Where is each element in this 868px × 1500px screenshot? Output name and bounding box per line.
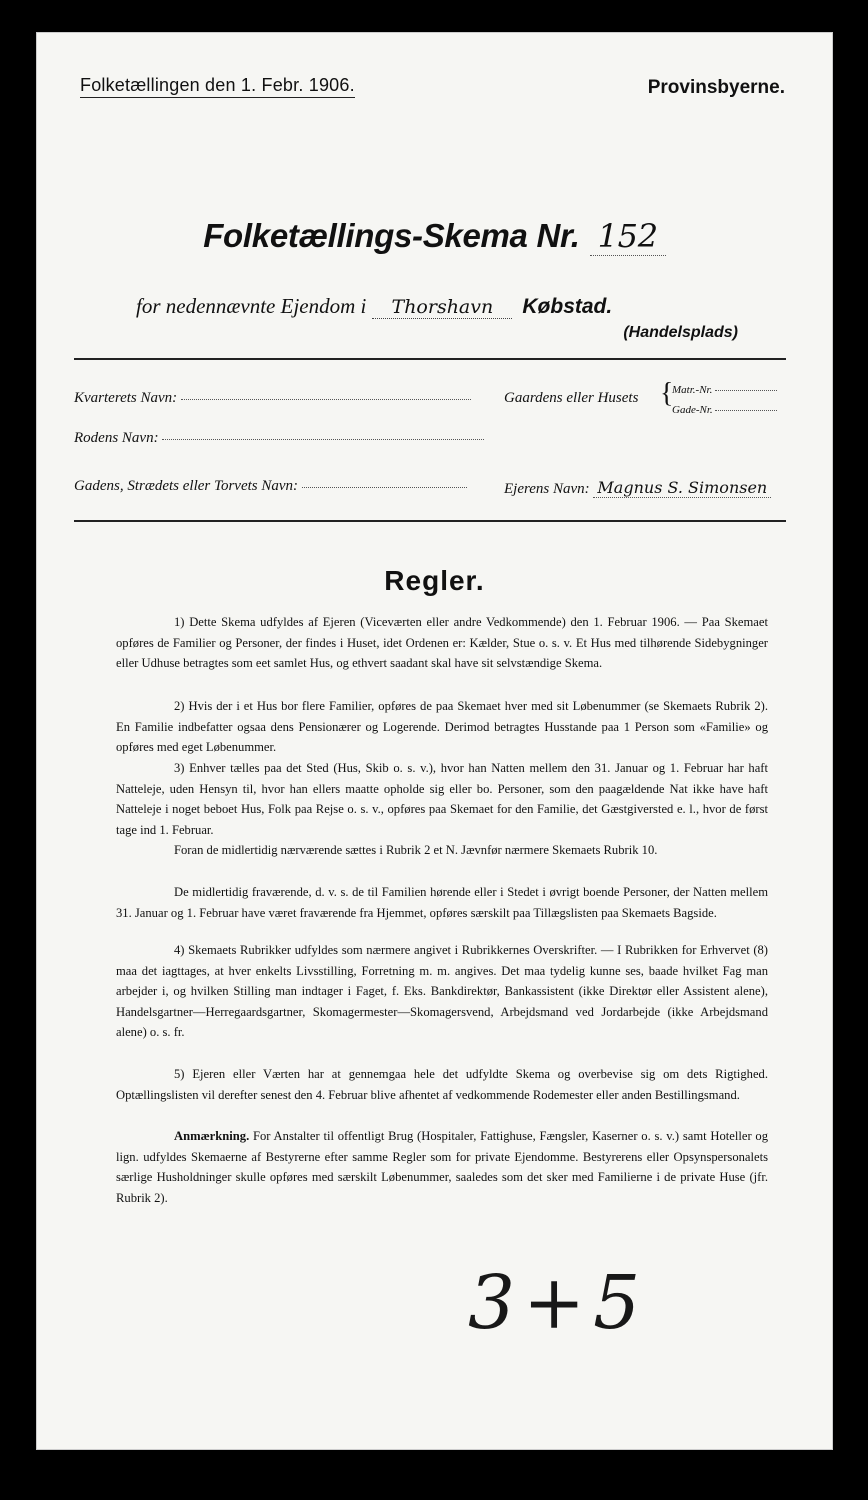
brace-glyph: { (660, 378, 674, 409)
fields-divider (74, 520, 786, 522)
property-line (136, 294, 612, 319)
form-title (36, 217, 833, 256)
kobstad-label: Købstad. (522, 295, 613, 318)
rule-4: 4) Skemaets Rubrikker udfyldes som nærmere angivet i Rubrikkernes Overskrifter. — I Rubrikken for Erhvervet (8) maa det iagttages, at hver enkelts Livsstilling, Forretning m. m. angives. Det maa tydelig kunne ses, baade hvilket Fag man arbejder i, og hvilken Stilling man indtager i Faget, f. Eks. Bankdirektør, Bankassistent (ikke Direktør eller Assistent alene), Handelsgartner—Herregaardsgartner, Skomagermester—Skomagersvend, Arbejdsmand ved Jordarbejde (ikke Arbejdsmand alene) o. s. fr. (116, 943, 768, 1039)
rule-5: 5) Ejeren eller Værten har at gennemgaa hele det udfyldte Skema og overbevise sig om dets Rigtighed. Optællingslisten vil derefter senest den 4. Februar blive afhentet af vedkommende Rodemester eller anden Bestillingsmand. (116, 1067, 768, 1102)
matr-label: Matr.-Nr. (672, 384, 713, 396)
property-line-prefix: for nedennævnte Ejendom i (136, 294, 367, 318)
rode-field (74, 430, 484, 447)
rode-blank (162, 438, 484, 440)
town-name: Thorshavn (372, 296, 512, 319)
handelsplads-label: (Handelsplads) (623, 324, 738, 341)
gaard-label: Gaardens eller Husets (504, 390, 639, 406)
gade-nr-label: Gade-Nr. (672, 404, 713, 416)
rode-label: Rodens Navn: (74, 430, 159, 446)
census-date-header: Folketællingen den 1. Febr. 1906. (80, 75, 355, 98)
kvarter-field (74, 390, 471, 407)
top-divider (74, 358, 786, 360)
gade-nr-field (672, 404, 777, 416)
gade-nr-blank (715, 409, 777, 411)
matr-field (672, 384, 777, 396)
rule-3-midlertidig-naervaerende: Foran de midlertidig nærværende sættes i Rubrik 2 et N. Jævnfør nærmere Skemaets Rubrik 10. (174, 843, 658, 857)
form-number: 152 (590, 217, 666, 256)
form-title-text: Folketællings-Skema Nr. (203, 217, 580, 254)
ejer-label: Ejerens Navn: (504, 481, 590, 497)
gade-navn-label: Gadens, Strædets eller Torvets Navn: (74, 478, 299, 494)
region-header: Provinsbyerne. (647, 77, 785, 98)
ejer-field (504, 478, 771, 498)
rule-3-midlertidig-fravaerende: De midlertidig fraværende, d. v. s. de til Familien hørende eller i Stedet i øvrigt boende Personer, der Natten mellem 31. Januar og 1. Februar have været fraværende fra Hjemmet, opføres særskilt paa Tillægslisten paa Skemaets Bagside. (116, 885, 768, 920)
rules-title: Regler. (384, 565, 485, 596)
annotation-note (116, 1126, 768, 1208)
rule-2: 2) Hvis der i et Hus bor flere Familier, opføres de paa Skemaet hver med sit Løbenummer (se Skemaets Rubrik 2). En Familie indbefatter ogsaa dens Pensionærer og Logerende. Derimod betragtes Husstande paa 1 Person som «Familie» og opføres med eget Løbenummer. (116, 699, 768, 754)
kvarter-blank (181, 398, 471, 400)
gade-navn-blank (302, 486, 467, 488)
note-lead: Anmærkning. (174, 1129, 250, 1143)
matr-blank (715, 389, 777, 391)
gaard-field (504, 390, 638, 407)
rule-3: 3) Enhver tælles paa det Sted (Hus, Skib o. s. v.), hvor han Natten mellem den 31. Januar og 1. Februar har haft Natteleje, uden Hensyn til, hvor han ellers maatte opholde sig eller bo. Personer, som den paagældende Nat ikke have haft Natteleje i noget beboet Hus, Folk paa Rejse o. s. v., opføres paa Skemaet for den Familie, det Gæstgiversted e. l., hvor de først tage ind 1. Februar. (116, 761, 768, 837)
ejer-name: Magnus S. Simonsen (593, 478, 771, 498)
census-form-sheet (36, 32, 833, 1450)
note-text: For Anstalter til offentligt Brug (Hospitaler, Fattighuse, Fængsler, Kaserner o. s. v.) samt Hoteller og lign. udfyldes Skemaerne af Bestyrerne efter samme Regler som for private Ejendomme. Bestyrerens eller Opsynspersonalets særlige Husholdninger skulle opføres med særskilt Løbenummer, saaledes som det sker med Familierne i de private Huse (jfr. Rubrik 2). (116, 1129, 768, 1205)
kvarter-label: Kvarterets Navn: (74, 390, 178, 406)
rule-1: 1) Dette Skema udfyldes af Ejeren (Viceværten eller andre Vedkommende) den 1. Februar 1906. — Paa Skemaet opføres de Familier og Personer, der findes i Huset, idet Ordenen er: Kælder, Stue o. s. v. Et Hus med tilhørende Sidebygninger eller Udhuse betragtes som eet samlet Hus, og ethvert saadant skal have sit selvstændige Skema. (116, 615, 768, 670)
gade-navn-field (74, 478, 467, 495)
handwritten-annotation: 3+5 (468, 1260, 649, 1346)
